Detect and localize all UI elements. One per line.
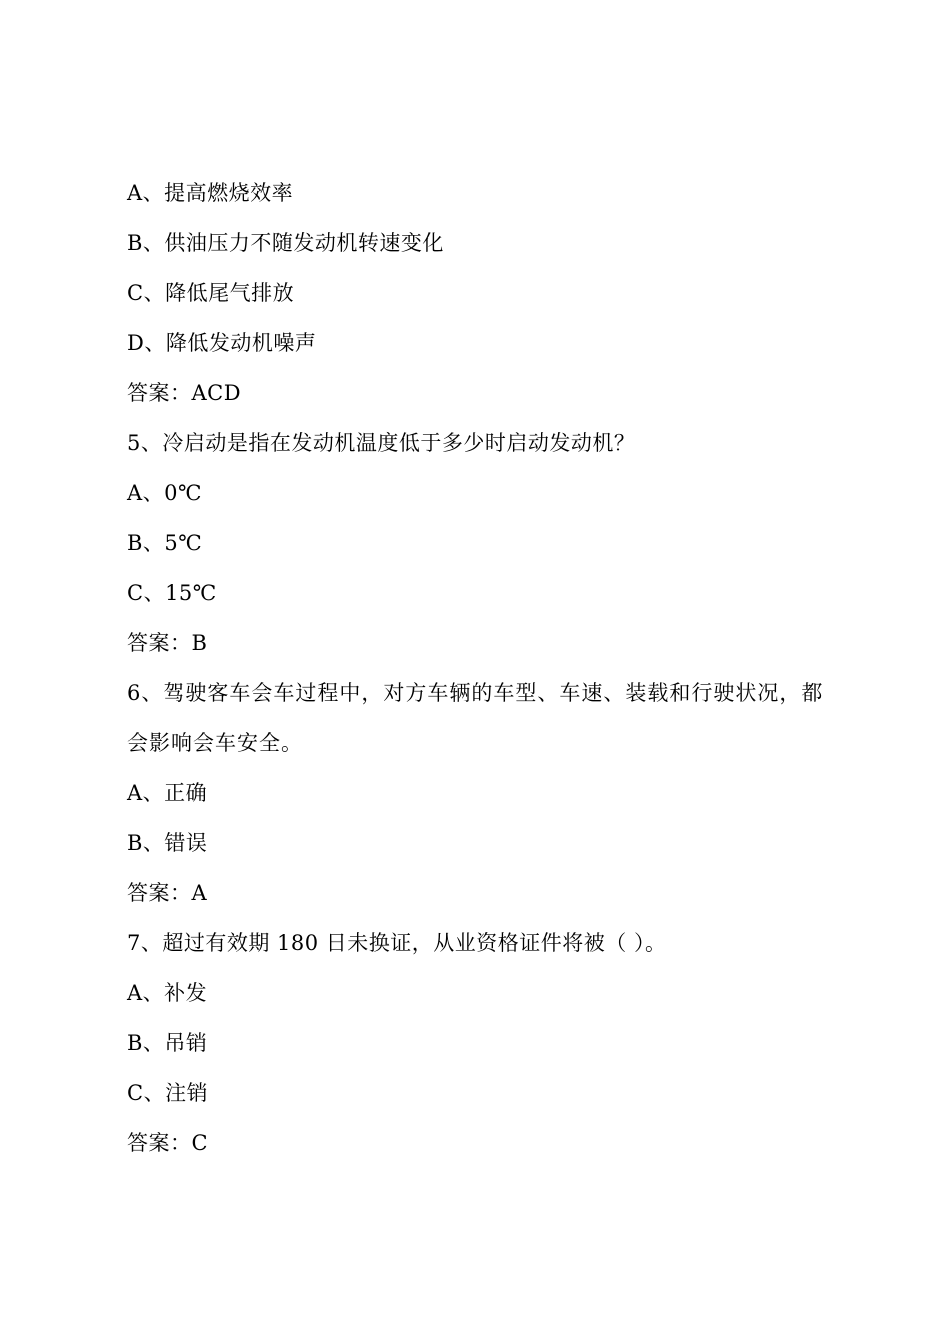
q6-answer: 答案：A <box>127 881 208 905</box>
q5-option-a: A、0℃ <box>127 481 203 505</box>
question-5-block <box>127 418 827 668</box>
q4-answer: 答案：ACD <box>127 381 242 405</box>
question-list <box>127 168 827 1168</box>
q5-option-c: C、15℃ <box>127 581 217 605</box>
question-6-block <box>127 668 827 918</box>
q7-question: 7、超过有效期 180 日未换证，从业资格证件将被（ ）。 <box>127 931 667 955</box>
q5-option-b: B、5℃ <box>127 531 203 555</box>
q4-option-c: C、降低尾气排放 <box>127 281 295 305</box>
q4-option-b: B、供油压力不随发动机转速变化 <box>127 231 444 255</box>
q4-option-d: D、降低发动机噪声 <box>127 331 317 355</box>
q7-option-b: B、吊销 <box>127 1031 208 1055</box>
q6-option-b: B、错误 <box>127 831 208 855</box>
q7-option-c: C、注销 <box>127 1081 209 1105</box>
q7-answer: 答案：C <box>127 1131 209 1155</box>
q6-option-a: A、正确 <box>127 781 208 805</box>
q5-question: 5、冷启动是指在发动机温度低于多少时启动发动机？ <box>127 431 636 455</box>
q5-answer: 答案：B <box>127 631 208 655</box>
question-7-block <box>127 918 827 1168</box>
question-4-block <box>127 168 827 418</box>
q6-question: 6、驾驶客车会车过程中，对方车辆的车型、车速、装载和行驶状况，都会影响会车安全。 <box>127 681 824 755</box>
q4-option-a: A、提高燃烧效率 <box>127 181 294 205</box>
q7-option-a: A、补发 <box>127 981 208 1005</box>
